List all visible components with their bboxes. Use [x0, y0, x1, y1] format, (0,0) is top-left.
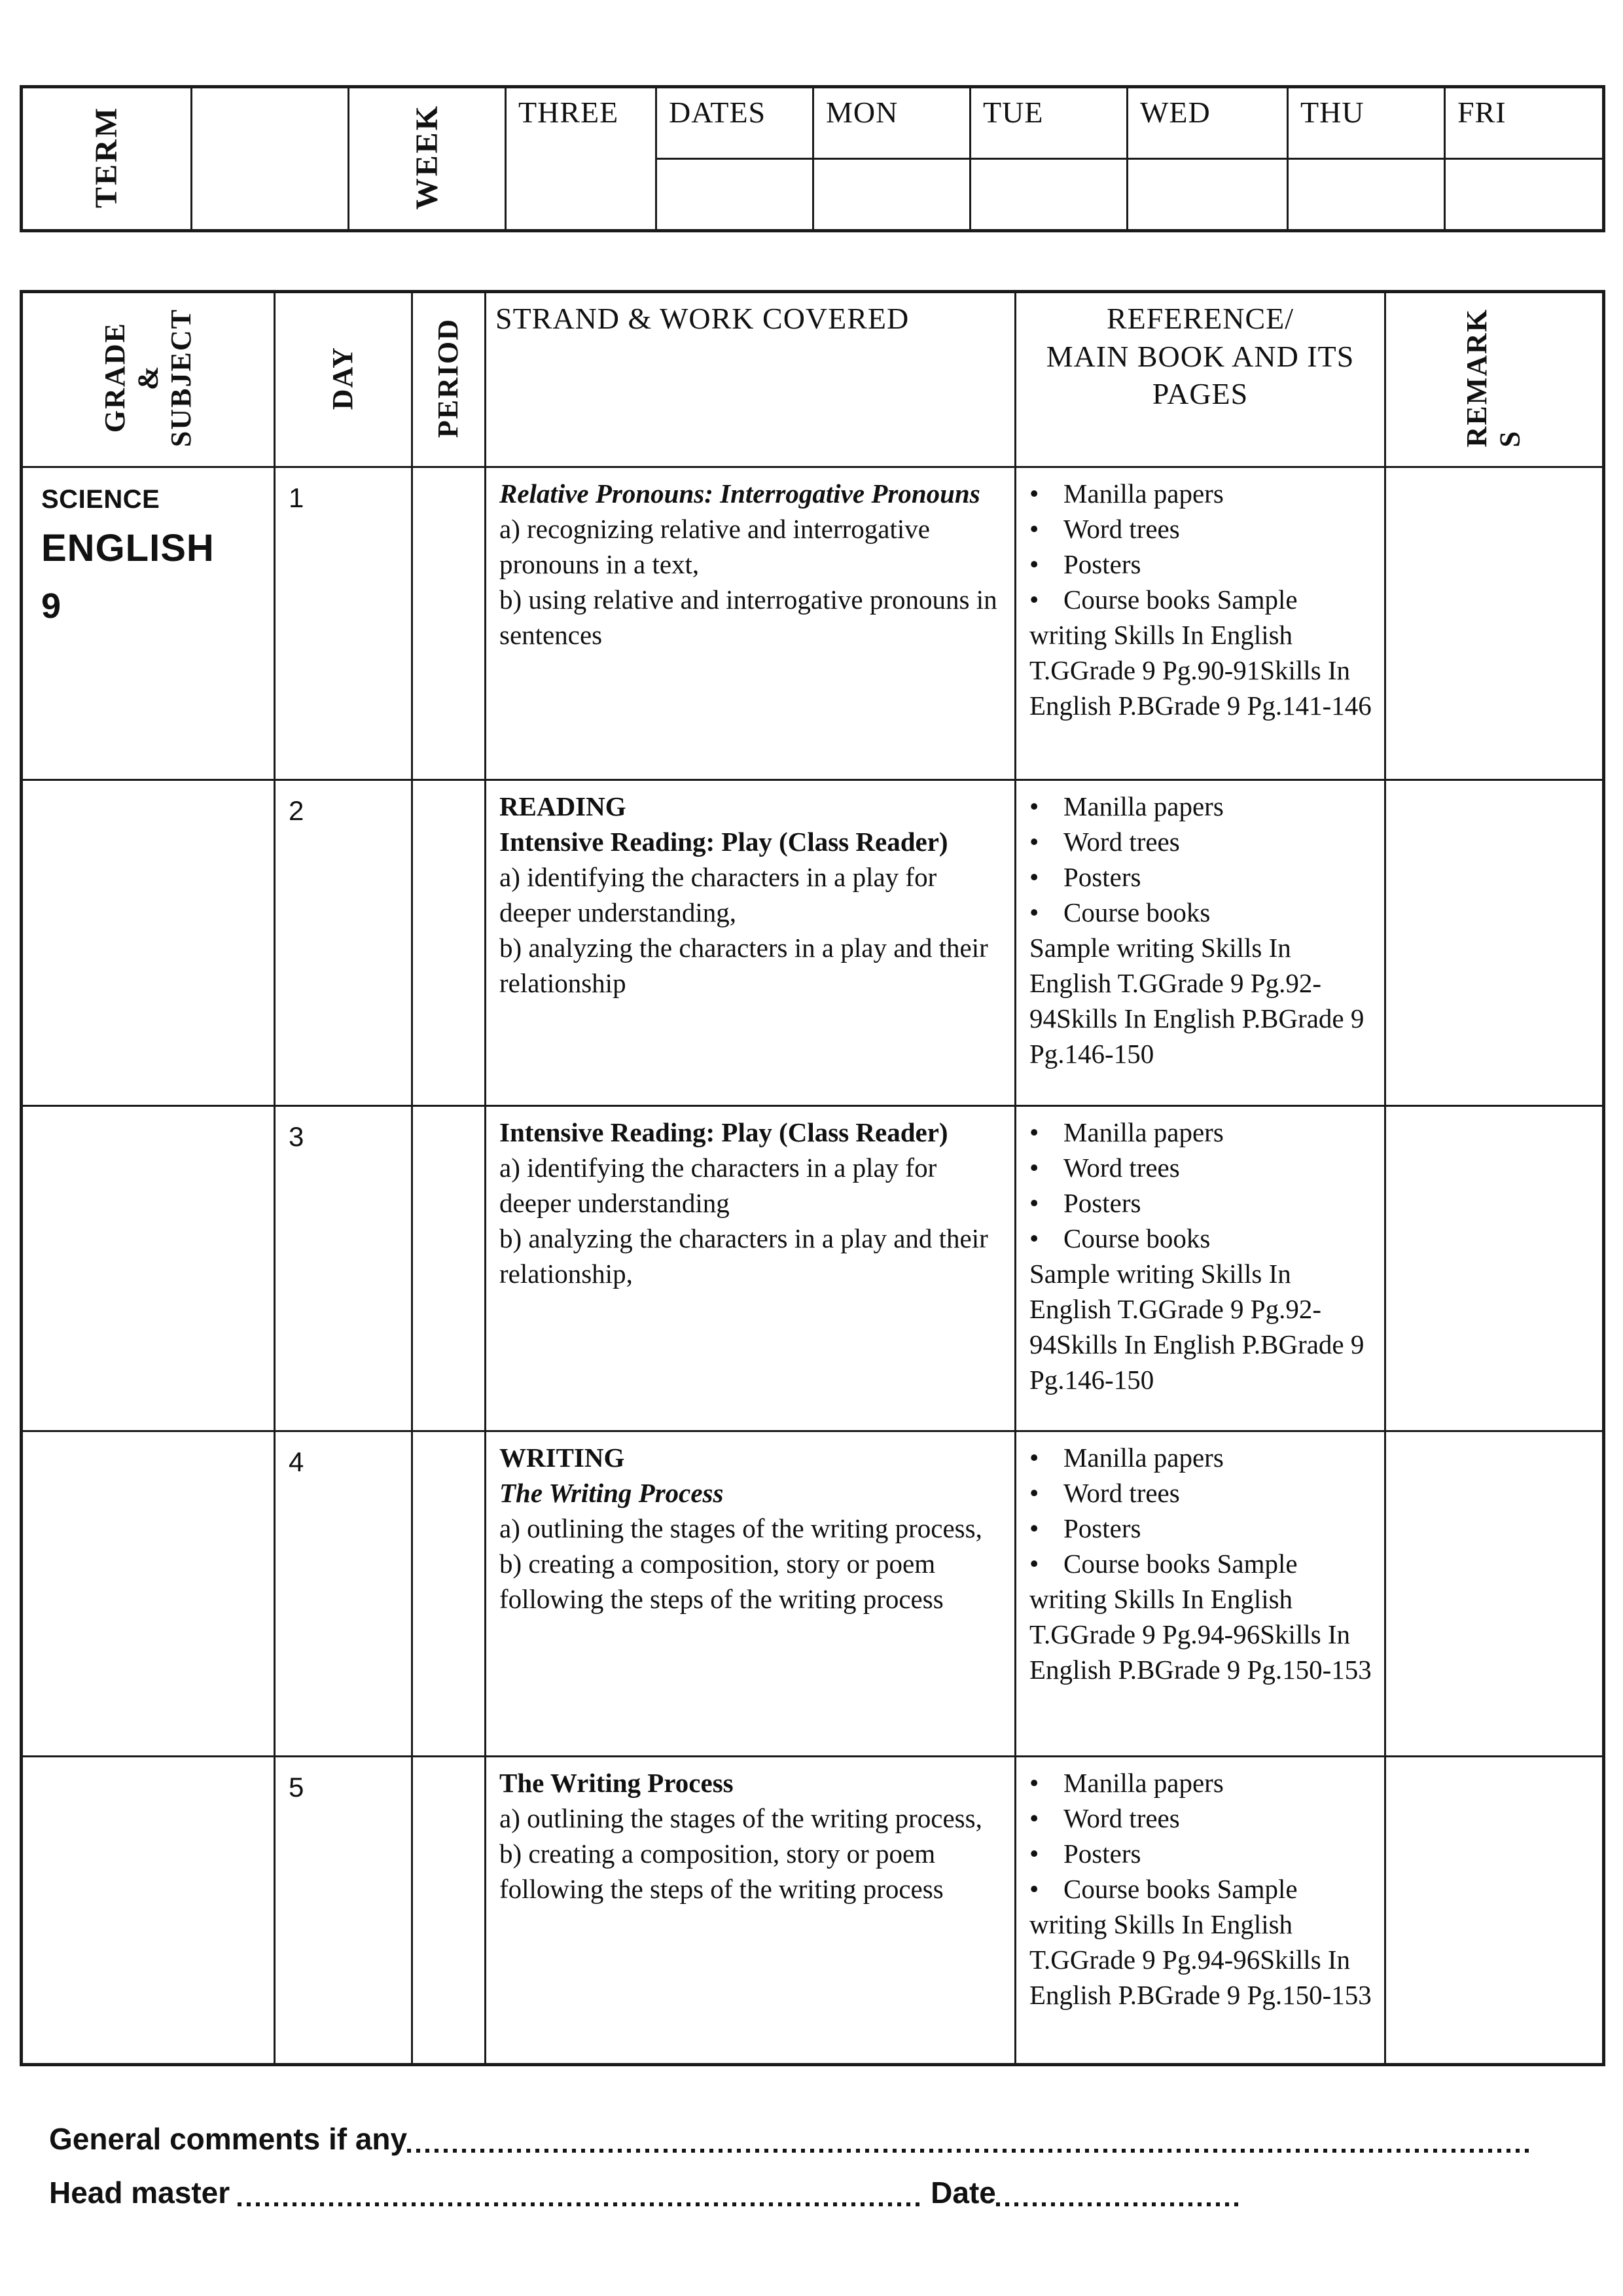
strand-cell — [486, 1106, 1016, 1431]
reference-item: • Manilla papers — [1029, 1765, 1376, 1801]
strand-header-cell: STRAND & WORK COVERED — [486, 292, 1016, 467]
reference-cell — [1016, 1431, 1385, 1757]
grade-subject-label: GRADE & SUBJECT — [98, 308, 197, 448]
general-comments-fill-line[interactable] — [407, 2149, 1529, 2153]
week-value-cell: THREE — [506, 87, 656, 231]
dates-label-cell: DATES — [656, 87, 813, 159]
strand-cell — [486, 1757, 1016, 2065]
period-cell — [412, 1757, 486, 2065]
term-label: TERM — [89, 106, 124, 208]
remarks-header-cell — [1385, 292, 1604, 467]
strand-objective: b) creating a composition, story or poem following the steps of the writing process — [499, 1549, 944, 1614]
head-master-label: Head master — [49, 2176, 230, 2210]
reference-item: • Manilla papers — [1029, 789, 1376, 824]
scheme-table — [20, 290, 1605, 2066]
day-cell: 1 — [275, 467, 412, 780]
reference-item: • Manilla papers — [1029, 476, 1376, 511]
day-header-tue: TUE — [971, 87, 1128, 159]
term-value-cell[interactable] — [192, 87, 349, 231]
strand-subtopic: Intensive Reading: Play (Class Reader) — [499, 827, 948, 857]
strand-objective: b) using relative and interrogative pronouns in sentences — [499, 584, 997, 650]
week-header-cell — [349, 87, 506, 231]
reference-cell — [1016, 1106, 1385, 1431]
strand-objective: a) outlining the stages of the writing process, — [499, 1803, 982, 1833]
strand-objective: b) creating a composition, story or poem following the steps of the writing process — [499, 1839, 944, 1904]
reference-item: • Word trees — [1029, 1475, 1376, 1511]
period-cell — [412, 1431, 486, 1757]
strand-objective: a) outlining the stages of the writing process, — [499, 1513, 982, 1543]
term-week-dates-table — [20, 85, 1605, 232]
grade-subject-cell — [22, 1757, 275, 2065]
date-fill-cell[interactable] — [1128, 159, 1288, 231]
reference-item: • Posters — [1029, 1185, 1376, 1221]
period-cell — [412, 1106, 486, 1431]
day-header-fri: FRI — [1445, 87, 1604, 159]
reference-item: • Word trees — [1029, 824, 1376, 859]
strand-topic: Relative Pronouns: Interrogative Pronouns — [499, 478, 980, 509]
remarks-label: REMARK S — [1461, 308, 1526, 448]
reference-item: • Course books — [1029, 1221, 1376, 1256]
day-cell: 2 — [275, 780, 412, 1106]
remarks-cell[interactable] — [1385, 1431, 1604, 1757]
table-row — [22, 467, 1604, 780]
grade-subject-cell — [22, 1431, 275, 1757]
strand-topic: READING — [499, 791, 626, 821]
week-label: WEEK — [409, 104, 444, 210]
reference-item: • Posters — [1029, 1836, 1376, 1871]
reference-item: • Course books Sample writing Skills In English T.GGrade 9 Pg.94-96Skills In English P.BGrade 9 Pg.150-153 — [1029, 1871, 1376, 2013]
strand-objective: a) identifying the characters in a play for deeper understanding — [499, 1153, 937, 1218]
date-fill-cell[interactable] — [1288, 159, 1445, 231]
strand-subtopic: The Writing Process — [499, 1478, 724, 1508]
table-row — [22, 780, 1604, 1106]
reference-item: Sample writing Skills In English T.GGrade 9 Pg.92-94Skills In English P.BGrade 9 Pg.146-150 — [1029, 1259, 1364, 1395]
term-header-cell — [22, 87, 192, 231]
strand-cell — [486, 467, 1016, 780]
reference-cell — [1016, 1757, 1385, 2065]
day-cell: 3 — [275, 1106, 412, 1431]
grade-subject-header-cell — [22, 292, 275, 467]
day-header-thu: THU — [1288, 87, 1445, 159]
day-cell: 5 — [275, 1757, 412, 2065]
strand-objective: b) analyzing the characters in a play and their relationship — [499, 933, 988, 998]
grade-subject-cell — [22, 467, 275, 780]
date-label: Date — [931, 2176, 996, 2210]
table-row — [22, 1106, 1604, 1431]
remarks-cell[interactable] — [1385, 1757, 1604, 2065]
period-header-cell — [412, 292, 486, 467]
remarks-cell[interactable] — [1385, 780, 1604, 1106]
reference-item: • Posters — [1029, 859, 1376, 895]
subject-grade-9: 9 — [41, 586, 62, 626]
day-header-cell — [275, 292, 412, 467]
remarks-cell[interactable] — [1385, 467, 1604, 780]
strand-topic: WRITING — [499, 1443, 625, 1473]
reference-item: • Posters — [1029, 547, 1376, 582]
date-fill-cell[interactable] — [1445, 159, 1604, 231]
reference-item: Sample writing Skills In English T.GGrade 9 Pg.92-94Skills In English P.BGrade 9 Pg.146-150 — [1029, 933, 1364, 1069]
day-header-mon: MON — [813, 87, 971, 159]
scheme-header-row — [22, 292, 1604, 467]
head-master-fill-line[interactable] — [238, 2202, 921, 2206]
date-fill-cell[interactable] — [971, 159, 1128, 231]
day-label: DAY — [327, 346, 359, 410]
reference-cell — [1016, 467, 1385, 780]
date-fill-line[interactable] — [996, 2202, 1241, 2206]
reference-item: • Posters — [1029, 1511, 1376, 1546]
reference-item: • Course books Sample writing Skills In English T.GGrade 9 Pg.90-91Skills In English P.BGrade 9 Pg.141-146 — [1029, 582, 1376, 723]
period-cell — [412, 780, 486, 1106]
reference-cell — [1016, 780, 1385, 1106]
table-row — [22, 1757, 1604, 2065]
period-cell — [412, 467, 486, 780]
subject-science: SCIENCE — [41, 485, 160, 514]
strand-topic: Intensive Reading: Play (Class Reader) — [499, 1117, 948, 1147]
grade-subject-cell — [22, 1106, 275, 1431]
date-fill-cell[interactable] — [656, 159, 813, 231]
strand-cell — [486, 1431, 1016, 1757]
general-comments-label: General comments if any — [49, 2122, 408, 2156]
general-comments-line — [49, 2121, 1529, 2157]
day-cell: 4 — [275, 1431, 412, 1757]
strand-cell — [486, 780, 1016, 1106]
period-label: PERIOD — [432, 317, 465, 439]
reference-item: • Word trees — [1029, 1150, 1376, 1185]
remarks-cell[interactable] — [1385, 1106, 1604, 1431]
reference-item: • Manilla papers — [1029, 1440, 1376, 1475]
table-row — [22, 1431, 1604, 1757]
reference-item: • Course books — [1029, 895, 1376, 930]
strand-topic: The Writing Process — [499, 1768, 734, 1798]
day-header-wed: WED — [1128, 87, 1288, 159]
reference-item: • Word trees — [1029, 1801, 1376, 1836]
reference-item: • Manilla papers — [1029, 1115, 1376, 1150]
strand-objective: b) analyzing the characters in a play and their relationship, — [499, 1223, 988, 1289]
subject-english: ENGLISH — [41, 527, 215, 569]
reference-item: • Course books Sample writing Skills In English T.GGrade 9 Pg.94-96Skills In English P.BGrade 9 Pg.150-153 — [1029, 1546, 1376, 1687]
date-fill-cell[interactable] — [813, 159, 971, 231]
reference-header-cell: REFERENCE/ MAIN BOOK AND ITS PAGES — [1016, 292, 1385, 467]
reference-item: • Word trees — [1029, 511, 1376, 547]
strand-objective: a) recognizing relative and interrogative pronouns in a text, — [499, 514, 930, 579]
strand-objective: a) identifying the characters in a play for deeper understanding, — [499, 862, 937, 927]
signature-line — [49, 2174, 1241, 2211]
grade-subject-cell — [22, 780, 275, 1106]
